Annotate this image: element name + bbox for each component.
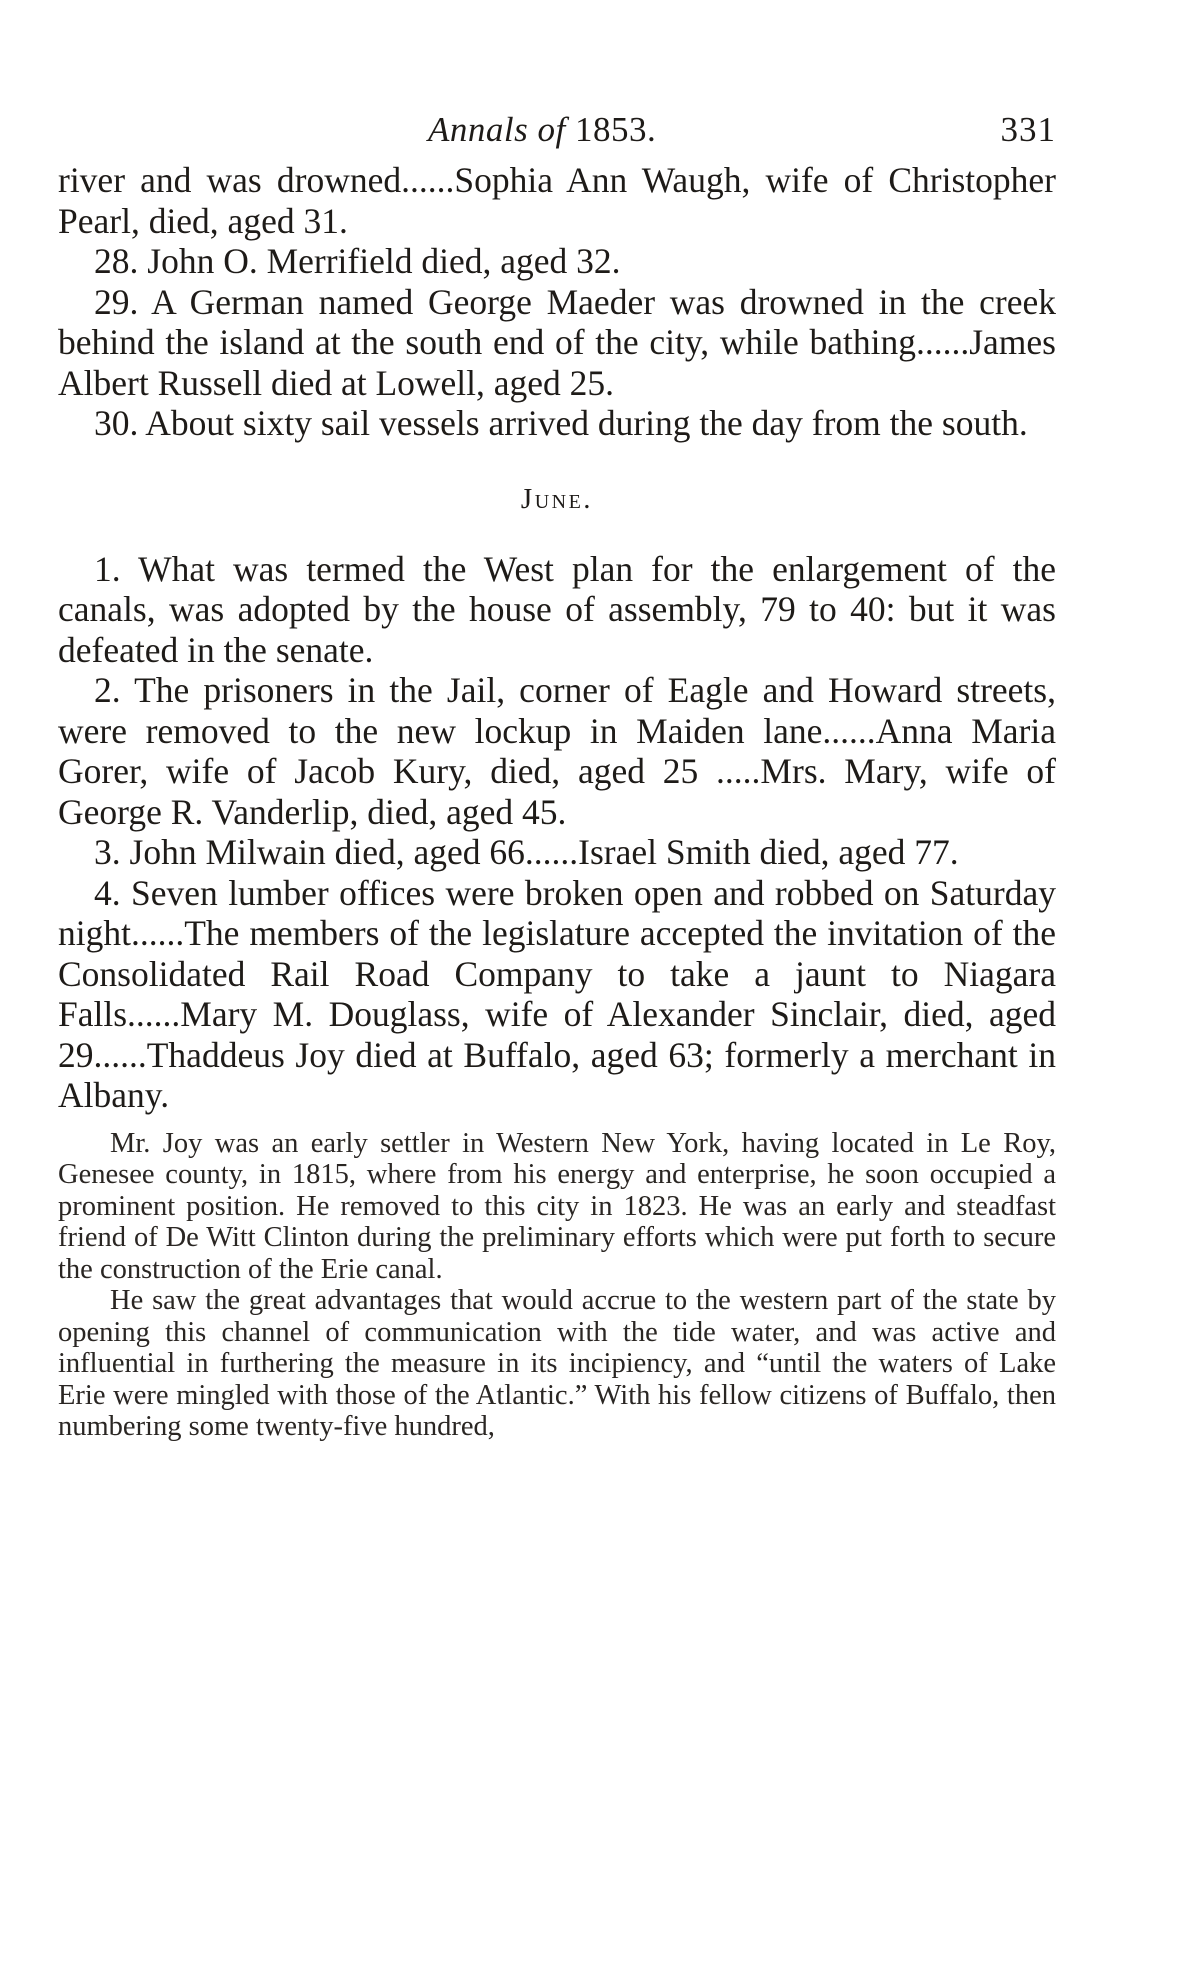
may-continued-section	[58, 160, 1056, 444]
entry-28: 28. John O. Merrifield died, aged 32.	[94, 241, 621, 281]
note-paragraph-1: Mr. Joy was an early settler in Western New York, having located in Le Roy, Genesee county, in 1815, where from his energy and enterprise, he soon occupied a prominent position. He removed to this city in 1823. He was an early and steadfast friend of De Witt Clinton during the preliminary efforts which were put forth to secure the construction of the Erie canal.	[58, 1127, 1056, 1285]
book-page	[58, 100, 1056, 1443]
june-entry-2: 2. The prisoners in the Jail, corner of Eagle and Howard streets, were removed to the new lockup in Maiden lane......Anna Maria Gorer, wife of Jacob Kury, died, aged 25 .....Mrs. Mary, wife of George R. Vanderlip, died, aged 45.	[58, 670, 1056, 832]
june-entry-3: 3. John Milwain died, aged 66......Israel Smith died, aged 77.	[94, 832, 959, 872]
running-title	[428, 110, 656, 150]
biographical-note	[58, 1128, 1056, 1443]
entry-continuation: river and was drowned......Sophia Ann Waugh, wife of Christopher Pearl, died, aged 31.	[58, 160, 1056, 241]
running-title-year: 1853.	[574, 110, 657, 149]
page-header	[58, 100, 1056, 160]
june-entry-4: 4. Seven lumber offices were broken open and robbed on Saturday night......The members of the legislature accepted the invitation of the Consolidated Rail Road Company to take a jaunt to Niagara Falls......Mary M. Douglass, wife of Alexander Sinclair, died, aged 29......Thaddeus Joy died at Buffalo, aged 63; formerly a merchant in Albany.	[58, 872, 1056, 1115]
june-entry-1: 1. What was termed the West plan for the enlargement of the canals, was adopted by the house of assembly, 79 to 40: but it was defeated in the senate.	[58, 548, 1056, 670]
month-heading-june: June.	[520, 482, 594, 515]
june-section	[58, 549, 1056, 1116]
entry-30: 30. About sixty sail vessels arrived during the day from the south.	[94, 403, 1028, 443]
note-paragraph-2: He saw the great advantages that would accrue to the western part of the state by opening this channel of communication with the tide water, and was active and influential in furthering the measure in its incipiency, and “until the waters of Lake Erie were mingled with those of the Atlantic.” With his fellow citizens of Buffalo, then numbering some twenty-five hundred,	[58, 1285, 1056, 1442]
running-title-italic: Annals of	[428, 110, 575, 149]
entry-29: 29. A German named George Maeder was drowned in the creek behind the island at the south end of the city, while bathing......James Albert Russell died at Lowell, aged 25.	[58, 281, 1056, 403]
page-number: 331	[1000, 110, 1056, 149]
